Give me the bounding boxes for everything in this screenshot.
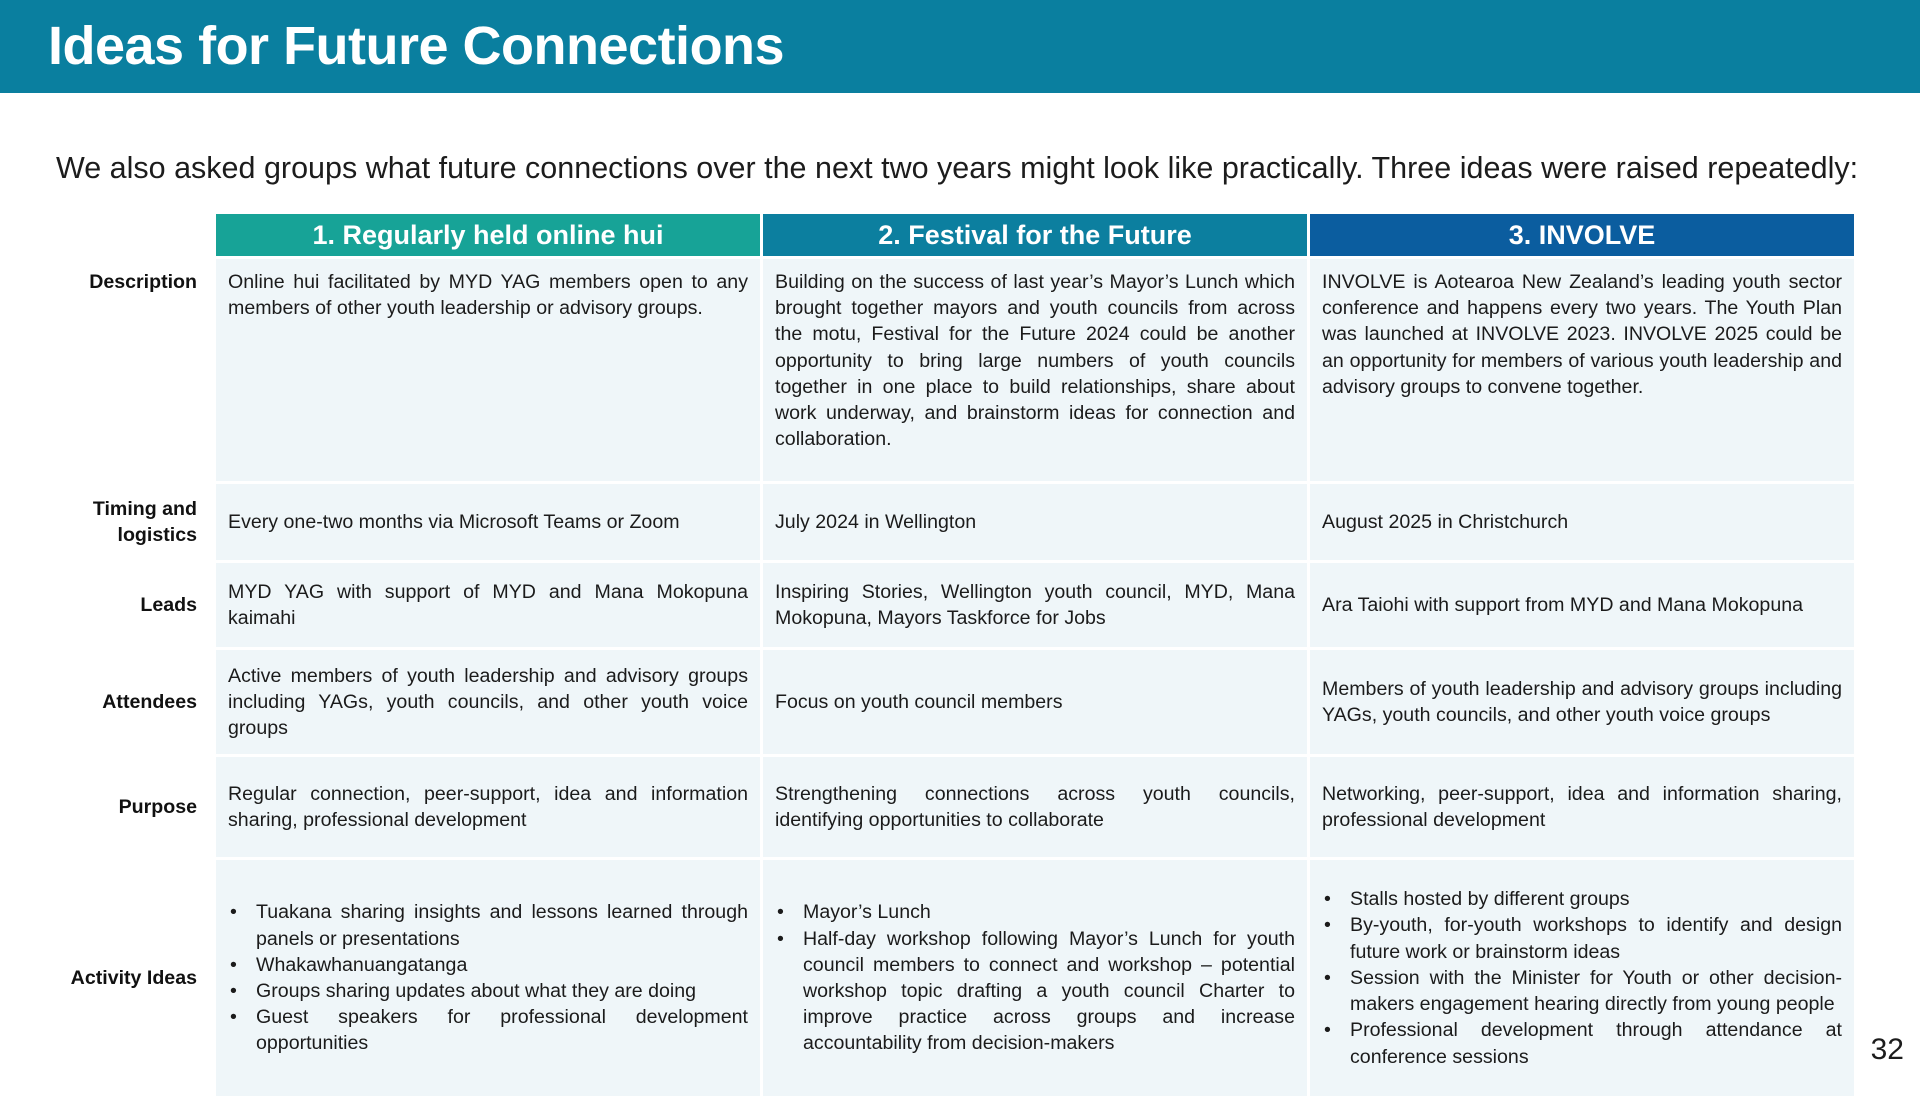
table-row bbox=[3, 563, 1854, 647]
table-cell: Every one-two months via Microsoft Teams or Zoom bbox=[216, 484, 760, 560]
table-cell: Networking, peer-support, idea and information sharing, professional development bbox=[1310, 757, 1854, 857]
table-cell bbox=[1310, 860, 1854, 1096]
bullet-list bbox=[775, 899, 1295, 1056]
header-bar bbox=[0, 0, 1920, 93]
list-item: • Guest speakers for professional development opportunities bbox=[228, 1004, 748, 1056]
page-title: Ideas for Future Connections bbox=[48, 16, 785, 76]
row-label: Activity Ideas bbox=[3, 860, 213, 1096]
table-cell: Members of youth leadership and advisory groups including YAGs, youth councils, and other youth voice groups bbox=[1310, 650, 1854, 754]
list-item: • Half-day workshop following Mayor’s Lunch for youth council members to connect and workshop – potential workshop topic drafting a youth council Charter to improve practice across groups and increase accountability from decision-makers bbox=[775, 926, 1295, 1057]
table-row bbox=[3, 259, 1854, 481]
table-cell: MYD YAG with support of MYD and Mana Mokopuna kaimahi bbox=[216, 563, 760, 647]
table-cell: Strengthening connections across youth councils, identifying opportunities to collaborate bbox=[763, 757, 1307, 857]
row-label: Timing and logistics bbox=[3, 484, 213, 560]
list-item: • By-youth, for-youth workshops to identify and design future work or brainstorm ideas bbox=[1322, 912, 1842, 964]
table-cell: August 2025 in Christchurch bbox=[1310, 484, 1854, 560]
column-header-involve: 3. INVOLVE bbox=[1310, 214, 1854, 256]
table-row bbox=[3, 757, 1854, 857]
table-row bbox=[3, 860, 1854, 1096]
table-cell: Regular connection, peer-support, idea and information sharing, professional development bbox=[216, 757, 760, 857]
row-label: Purpose bbox=[3, 757, 213, 857]
intro-text: We also asked groups what future connections over the next two years might look like practically. Three ideas were raised repeatedly: bbox=[56, 151, 1859, 185]
column-header-festival: 2. Festival for the Future bbox=[763, 214, 1307, 256]
table-cell: Focus on youth council members bbox=[763, 650, 1307, 754]
bullet-list bbox=[1322, 886, 1842, 1069]
table-cell bbox=[763, 860, 1307, 1096]
list-item: • Professional development through attendance at conference sessions bbox=[1322, 1017, 1842, 1069]
table-row bbox=[3, 484, 1854, 560]
ideas-table bbox=[0, 211, 1857, 1099]
list-item: • Whakawhanuangatanga bbox=[228, 952, 748, 978]
row-label: Attendees bbox=[3, 650, 213, 754]
table-cell: Ara Taiohi with support from MYD and Mana Mokopuna bbox=[1310, 563, 1854, 647]
table-cell: Building on the success of last year’s Mayor’s Lunch which brought together mayors and youth councils from across the motu, Festival for the Future 2024 could be another opportunity to bring large numbers of youth councils together in one place to build relationships, share about work underway, and brainstorm ideas for connection and collaboration. bbox=[763, 259, 1307, 481]
row-label: Leads bbox=[3, 563, 213, 647]
table-cell: Online hui facilitated by MYD YAG members open to any members of other youth leadership or advisory groups. bbox=[216, 259, 760, 481]
list-item: • Session with the Minister for Youth or other decision-makers engagement hearing directly from young people bbox=[1322, 965, 1842, 1017]
bullet-list bbox=[228, 899, 748, 1056]
column-header-online-hui: 1. Regularly held online hui bbox=[216, 214, 760, 256]
table-row bbox=[3, 650, 1854, 754]
page-number: 32 bbox=[1870, 1033, 1904, 1066]
table-cell: July 2024 in Wellington bbox=[763, 484, 1307, 560]
list-item: • Mayor’s Lunch bbox=[775, 899, 1295, 925]
list-item: • Tuakana sharing insights and lessons learned through panels or presentations bbox=[228, 899, 748, 951]
table-cell: Active members of youth leadership and advisory groups including YAGs, youth councils, and other youth voice groups bbox=[216, 650, 760, 754]
row-label: Description bbox=[3, 259, 213, 481]
list-item: • Stalls hosted by different groups bbox=[1322, 886, 1842, 912]
list-item: • Groups sharing updates about what they are doing bbox=[228, 978, 748, 1004]
table-cell bbox=[216, 860, 760, 1096]
table-cell: Inspiring Stories, Wellington youth council, MYD, Mana Mokopuna, Mayors Taskforce for Jobs bbox=[763, 563, 1307, 647]
table-cell: INVOLVE is Aotearoa New Zealand’s leading youth sector conference and happens every two years. The Youth Plan was launched at INVOLVE 2023. INVOLVE 2025 could be an opportunity for members of various youth leadership and advisory groups to convene together. bbox=[1310, 259, 1854, 481]
corner-cell bbox=[3, 214, 213, 256]
